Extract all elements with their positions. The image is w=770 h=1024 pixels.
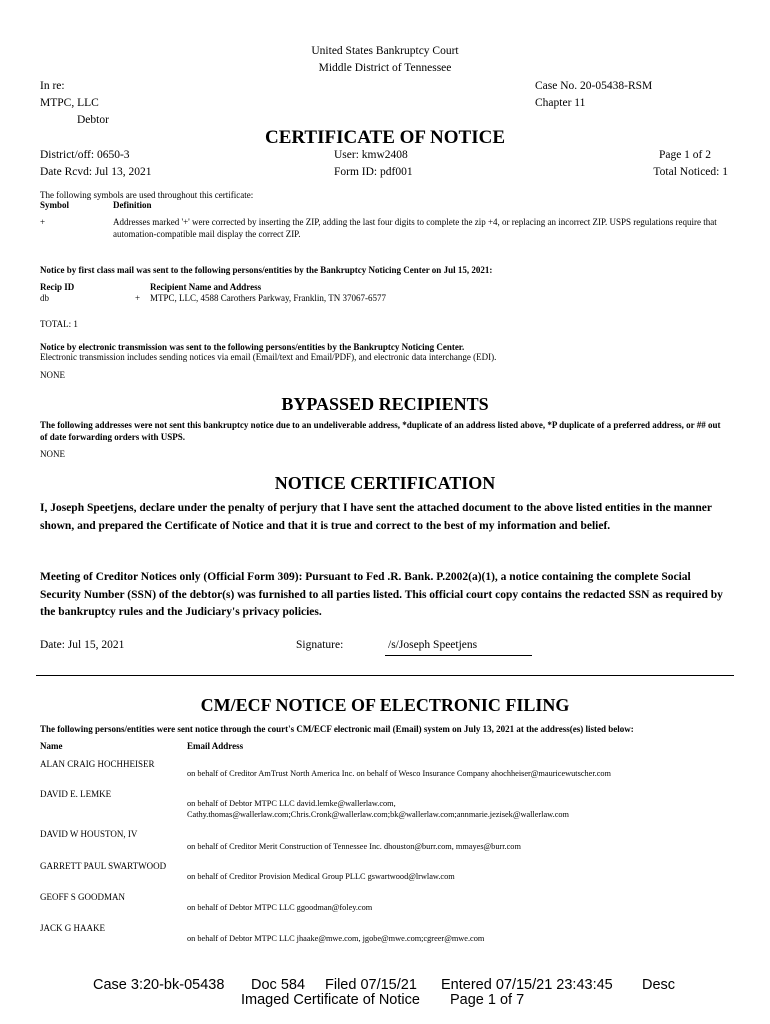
symbol-plus: + — [40, 217, 46, 227]
signature-value: /s/Joseph Speetjens — [388, 639, 478, 651]
cmecf-email-header: Email Address — [187, 741, 244, 751]
bypassed-text: The following addresses were not sent this bankruptcy notice due to an undeliverable address, *duplicate of an address listed above, *P duplicate of a preferred address, or ## out of date forwarding orders with USPS. — [40, 420, 721, 442]
cmecf-title: CM/ECF NOTICE OF ELECTRONIC FILING — [200, 695, 570, 715]
cmecf-party-name: GARRETT PAUL SWARTWOOD — [40, 861, 167, 871]
footer-page: Page 1 of 7 — [450, 992, 525, 1008]
cmecf-party-name: ALAN CRAIG HOCHHEISER — [40, 759, 155, 769]
cmecf-party-email: on behalf of Creditor Provision Medical Group PLLC gswartwood@lrwlaw.com — [187, 872, 455, 881]
cmecf-party-email: on behalf of Creditor AmTrust North America Inc. on behalf of Wesco Insurance Company ahochheiser@mauricewutscher.com — [187, 769, 612, 778]
symbol-header: Symbol — [40, 200, 70, 210]
footer-desc: Desc — [642, 977, 676, 993]
certificate-title: CERTIFICATE OF NOTICE — [264, 127, 506, 148]
total-noticed: Total Noticed: 1 — [653, 166, 728, 178]
cmecf-party-name: JACK G HAAKE — [40, 923, 105, 933]
certification-title: NOTICE CERTIFICATION — [274, 473, 496, 493]
cmecf-party-email: on behalf of Creditor Merit Construction of Tennessee Inc. dhouston@burr.com, mmayes@burr.com — [187, 842, 521, 851]
recip-id: db — [40, 293, 49, 303]
cmecf-party-name: DAVID W HOUSTON, IV — [40, 829, 138, 839]
certification-ssn-notice: Meeting of Creditor Notices only (Official Form 309): Pursuant to Fed .R. Bank. P.2002(a)(1), a notice containing the complete Social Security Number (SSN) of the debtor(s) was furnished to all parties listed. This official court copy contains the redacted SSN as required by the bankruptcy rules and the Judiciary's privacy policies. — [40, 571, 723, 618]
bypassed-title: BYPASSED RECIPIENTS — [281, 394, 489, 414]
debtor-name: MTPC, LLC — [40, 97, 99, 109]
cmecf-party-name: GEOFF S GOODMAN — [40, 892, 126, 902]
in-re-label: In re: — [40, 80, 65, 92]
footer-filed: Filed 07/15/21 — [325, 977, 417, 993]
section-divider — [36, 675, 734, 676]
case-number: Case No. 20-05438-RSM — [535, 80, 653, 92]
footer-case: Case 3:20-bk-05438 — [93, 977, 225, 993]
symbol-definition: Addresses marked '+' were corrected by inserting the ZIP, adding the last four digits to complete the zip +4, or replacing an incorrect ZIP. USPS regulations require that automation-compatible mail display the correct ZIP. — [113, 217, 717, 239]
page-of: Page 1 of 2 — [658, 149, 711, 161]
cmecf-party-email: on behalf of Debtor MTPC LLC ggoodman@foley.com — [187, 903, 373, 912]
recip-mark: + — [135, 293, 141, 303]
first-class-heading: Notice by first class mail was sent to the following persons/entities by the Bankruptcy Noticing Center on Jul 15, 2021: — [40, 265, 493, 275]
signature-line — [385, 655, 532, 656]
footer-entered: Entered 07/15/21 23:43:45 — [441, 977, 613, 993]
footer-doc: Doc 584 — [251, 977, 306, 993]
recip-id-header: Recip ID — [40, 282, 75, 292]
date-received: Date Rcvd: Jul 13, 2021 — [40, 166, 152, 178]
electronic-none: NONE — [40, 370, 65, 380]
recipient-header: Recipient Name and Address — [150, 282, 262, 292]
signature-label: Signature: — [296, 639, 344, 651]
certification-declaration: I, Joseph Speetjens, declare under the penalty of perjury that I have sent the attached document to the above listed entities in the manner shown, and prepared the Certificate of Notice and that it is true and correct to the best of my information and belief. — [40, 502, 712, 532]
footer-imaged: Imaged Certificate of Notice — [241, 992, 420, 1008]
chapter: Chapter 11 — [535, 97, 586, 109]
court-name: United States Bankruptcy Court — [311, 45, 459, 57]
definition-header: Definition — [113, 200, 152, 210]
cmecf-name-header: Name — [40, 741, 63, 751]
electronic-heading: Notice by electronic transmission was sent to the following persons/entities by the Bankruptcy Noticing Center. — [40, 342, 465, 352]
debtor-label: Debtor — [77, 114, 109, 126]
cmecf-intro: The following persons/entities were sent notice through the court's CM/ECF electronic mail (Email) system on July 13, 2021 at the address(es) listed below: — [40, 724, 634, 734]
bypassed-none: NONE — [40, 449, 65, 459]
court-district: Middle District of Tennessee — [318, 62, 452, 74]
cmecf-party-email: on behalf of Debtor MTPC LLC jhaake@mwe.com, jgobe@mwe.com;cgreer@mwe.com — [187, 934, 485, 943]
recipient-address: MTPC, LLC, 4588 Carothers Parkway, Franklin, TN 37067-6577 — [150, 293, 386, 303]
user-id: User: kmw2408 — [334, 149, 408, 161]
symbols-intro: The following symbols are used throughout this certificate: — [40, 190, 254, 200]
certification-date: Date: Jul 15, 2021 — [40, 639, 125, 651]
cmecf-party-email: on behalf of Debtor MTPC LLC david.lemke@wallerlaw.com, — [187, 799, 396, 808]
cmecf-party-email: Cathy.thomas@wallerlaw.com;Chris.Cronk@wallerlaw.com;bk@wallerlaw.com;annmarie.jezisek@wallerlaw.com — [187, 810, 569, 819]
total-count: TOTAL: 1 — [40, 319, 78, 329]
electronic-note: Electronic transmission includes sending notices via email (Email/text and Email/PDF), and electronic data interchange (EDI). — [40, 352, 497, 362]
cmecf-party-name: DAVID E. LEMKE — [40, 789, 112, 799]
district-off: District/off: 0650-3 — [40, 149, 130, 161]
form-id: Form ID: pdf001 — [334, 166, 413, 178]
